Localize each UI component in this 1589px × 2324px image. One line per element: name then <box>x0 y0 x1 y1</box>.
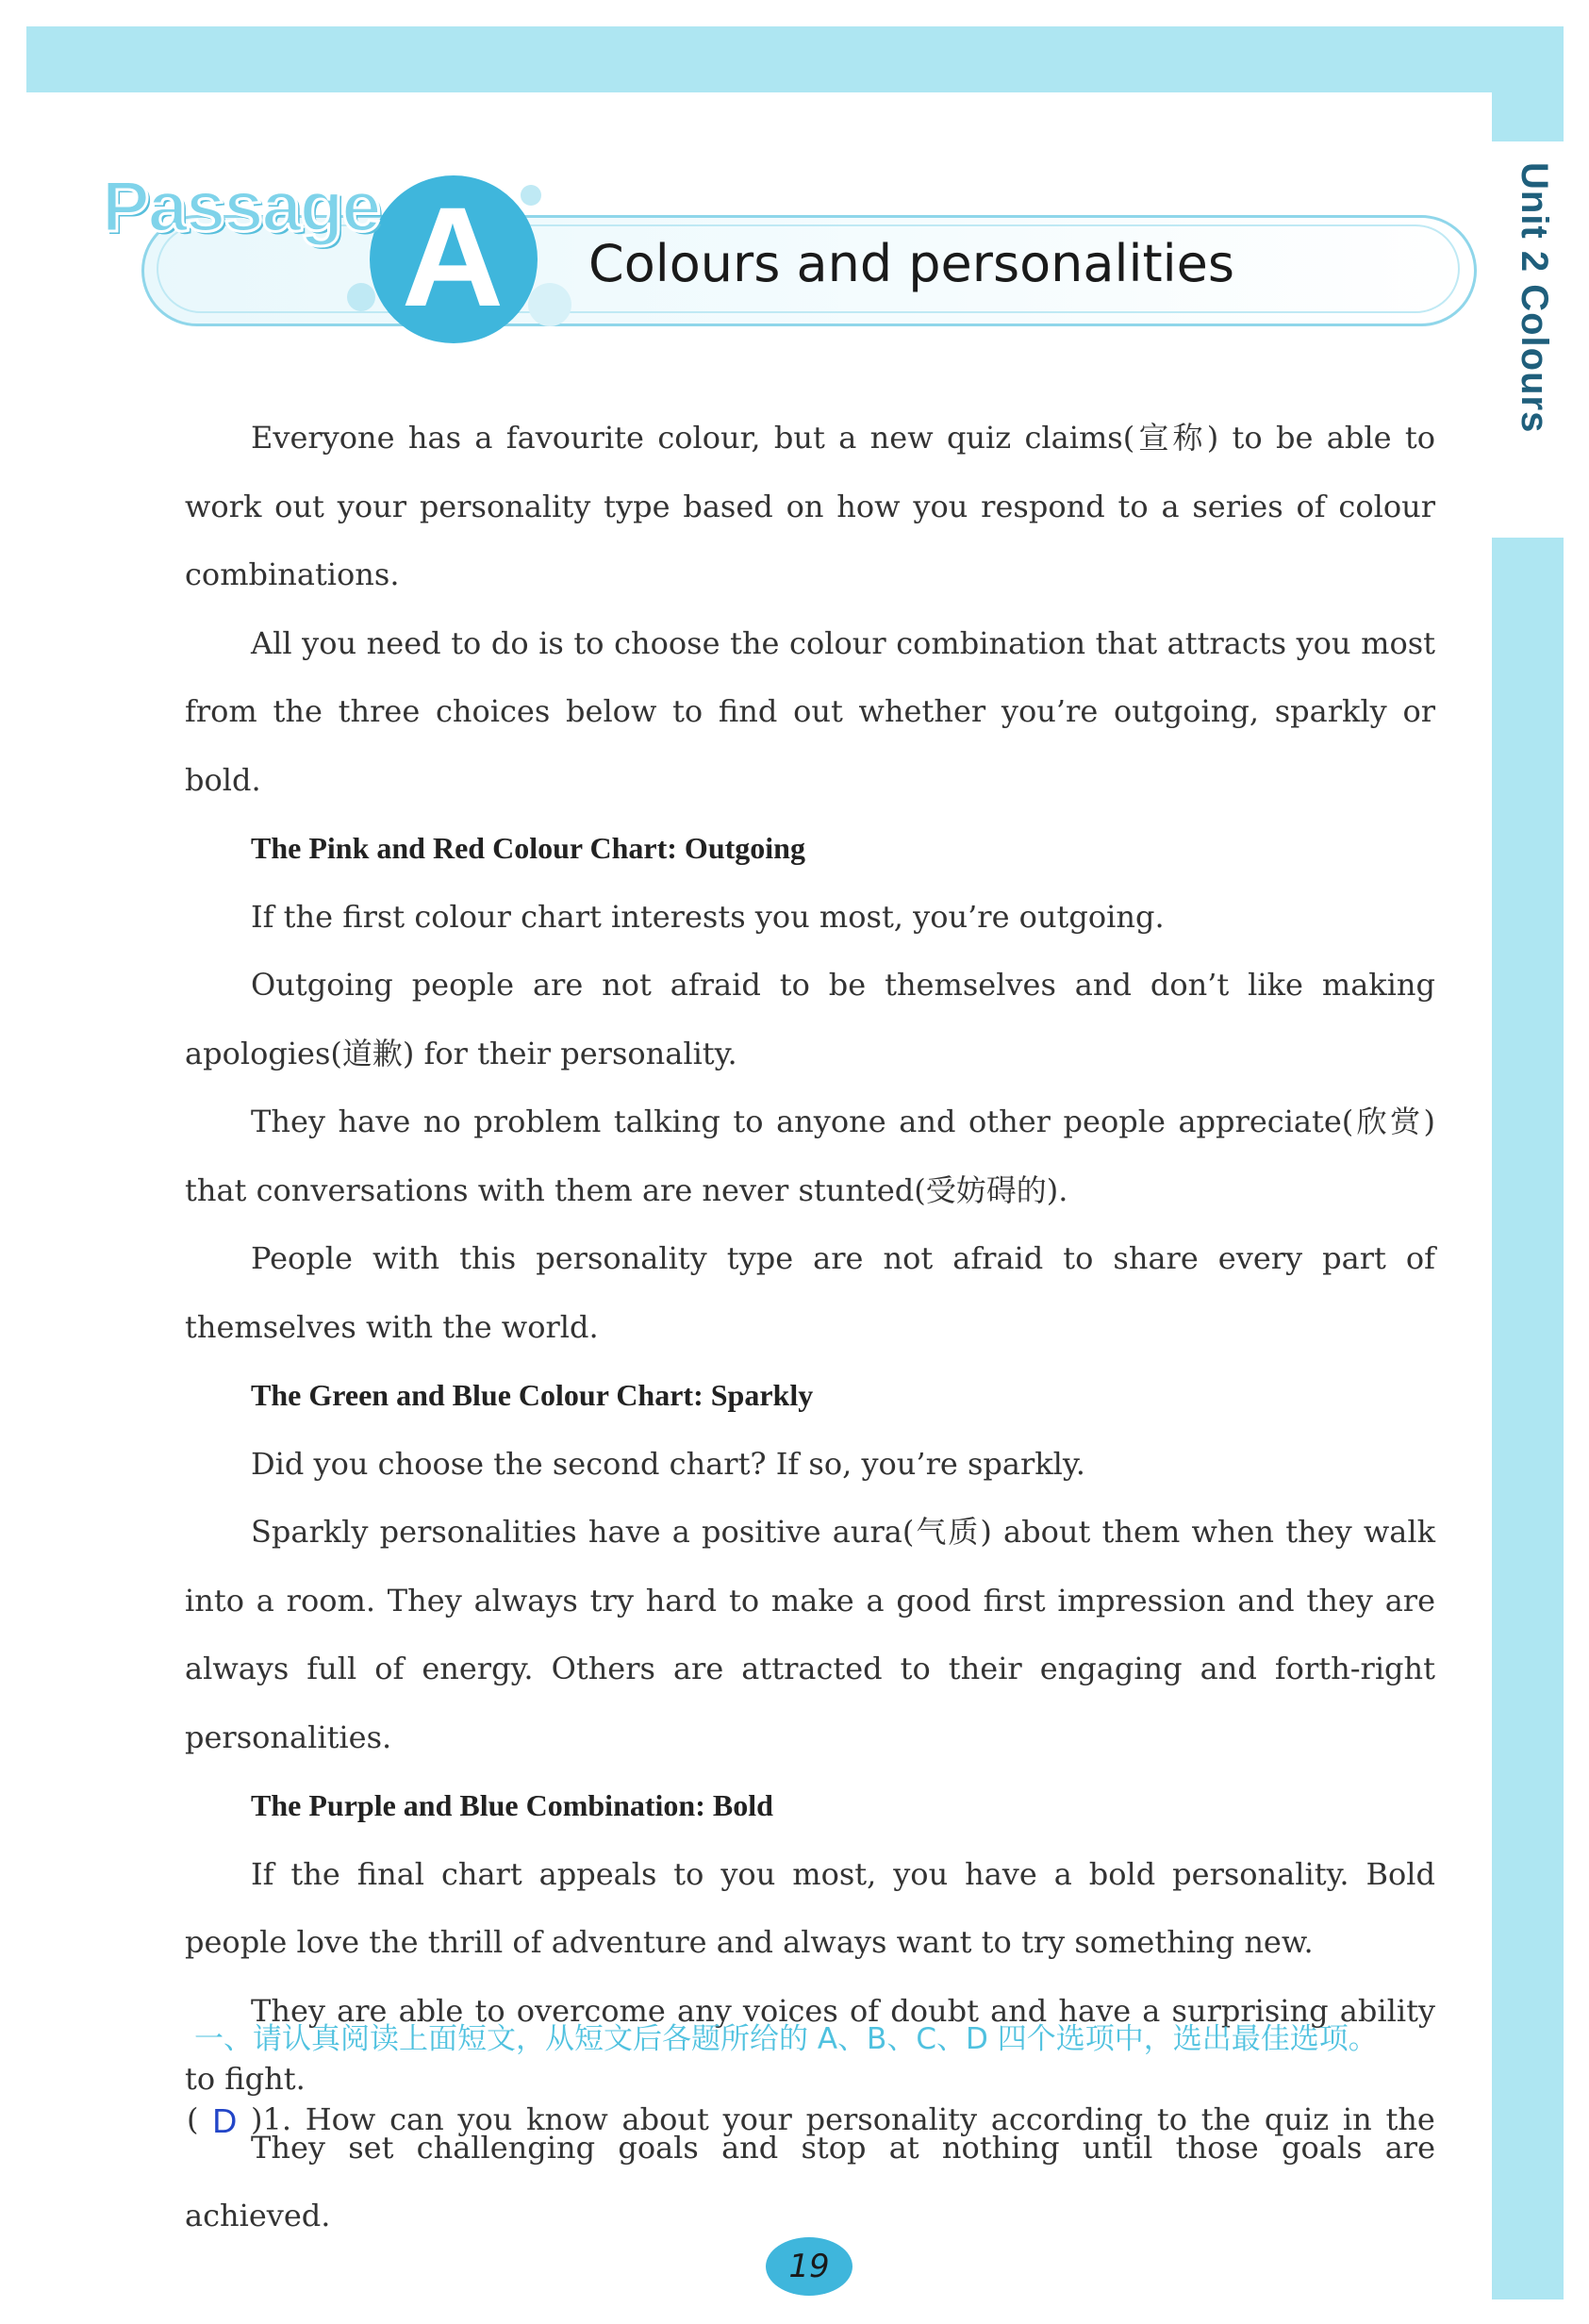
page-number: 19 <box>788 2248 830 2285</box>
section-heading: The Green and Blue Colour Chart: Sparkly <box>251 1378 814 1412</box>
paragraph: Did you choose the second chart? If so, you’re sparkly. <box>251 1445 1085 1482</box>
paragraph: They have no problem talking to anyone and other people appreciate(欣赏) that conversations with them are never stunted(受妨碍的). <box>185 1104 1435 1208</box>
paragraph: If the first colour chart interests you most, you’re outgoing. <box>251 898 1165 935</box>
question-word: you <box>457 2101 513 2137</box>
decor-bubble <box>347 283 375 311</box>
passage-title: Colours and personalities <box>588 234 1234 293</box>
paragraph: Outgoing people are not afraid to be themselves and don’t like making apologies(道歉) for their personality. <box>185 967 1435 1071</box>
question-number: )1. <box>250 2101 291 2137</box>
passage-letter: A <box>401 177 505 336</box>
paragraph: If the final chart appeals to you most, you have a bold personality. Bold people love the thrill of adventure and always want to try something new. <box>185 1855 1435 1960</box>
question-1 <box>187 2101 1435 2141</box>
question-open-paren: ( <box>187 2101 199 2137</box>
question-word: the <box>1200 2101 1251 2137</box>
instruction-line: 一、请认真阅读上面短文，从短文后各题所给的 A、B、C、D 四个选项中，选出最佳选项。 <box>194 2022 1378 2056</box>
question-word: the <box>1385 2101 1435 2137</box>
paragraph: They are able to overcome any voices of doubt and have a surprising ability to fight. <box>185 1992 1435 2097</box>
question-word: How <box>305 2101 376 2137</box>
question-word: can <box>389 2101 444 2137</box>
unit-side-tab-label: Unit 2 Colours <box>1514 162 1555 434</box>
question-word: personality <box>805 2101 978 2137</box>
question-word: about <box>621 2101 709 2137</box>
paragraph: They set challenging goals and stop at nothing until those goals are achieved. <box>185 2129 1435 2233</box>
paragraph: People with this personality type are not afraid to share every part of themselves with the world. <box>185 1240 1435 1345</box>
question-answer: D <box>212 2101 238 2140</box>
question-word: according <box>990 2101 1144 2137</box>
question-word: to <box>1156 2101 1187 2137</box>
top-color-band <box>26 26 1564 92</box>
question-word: in <box>1342 2101 1372 2137</box>
question-word: quiz <box>1264 2101 1330 2137</box>
paragraph: All you need to do is to choose the colour combination that attracts you most from the three choices below to find out whether you’re outgoing, sparkly or bold. <box>185 624 1435 798</box>
section-heading: The Pink and Red Colour Chart: Outgoing <box>251 831 805 865</box>
paragraph: Everyone has a favourite colour, but a new quiz claims(宣称) to be able to work out your personality type based on how you respond to a series of colour combinations. <box>185 420 1435 592</box>
passage-label: Passage <box>102 167 380 247</box>
section-heading: The Purple and Blue Combination: Bold <box>251 1788 773 1822</box>
question-word: know <box>526 2101 608 2137</box>
passage-body <box>185 404 1435 2250</box>
question-word: your <box>722 2101 792 2137</box>
decor-bubble <box>528 283 571 326</box>
paragraph: Sparkly personalities have a positive aura(气质) about them when they walk into a room. They always try hard to make a good first impression and they are always full of energy. Others are attracted to their engaging and forth-right personalities. <box>185 1514 1435 1755</box>
